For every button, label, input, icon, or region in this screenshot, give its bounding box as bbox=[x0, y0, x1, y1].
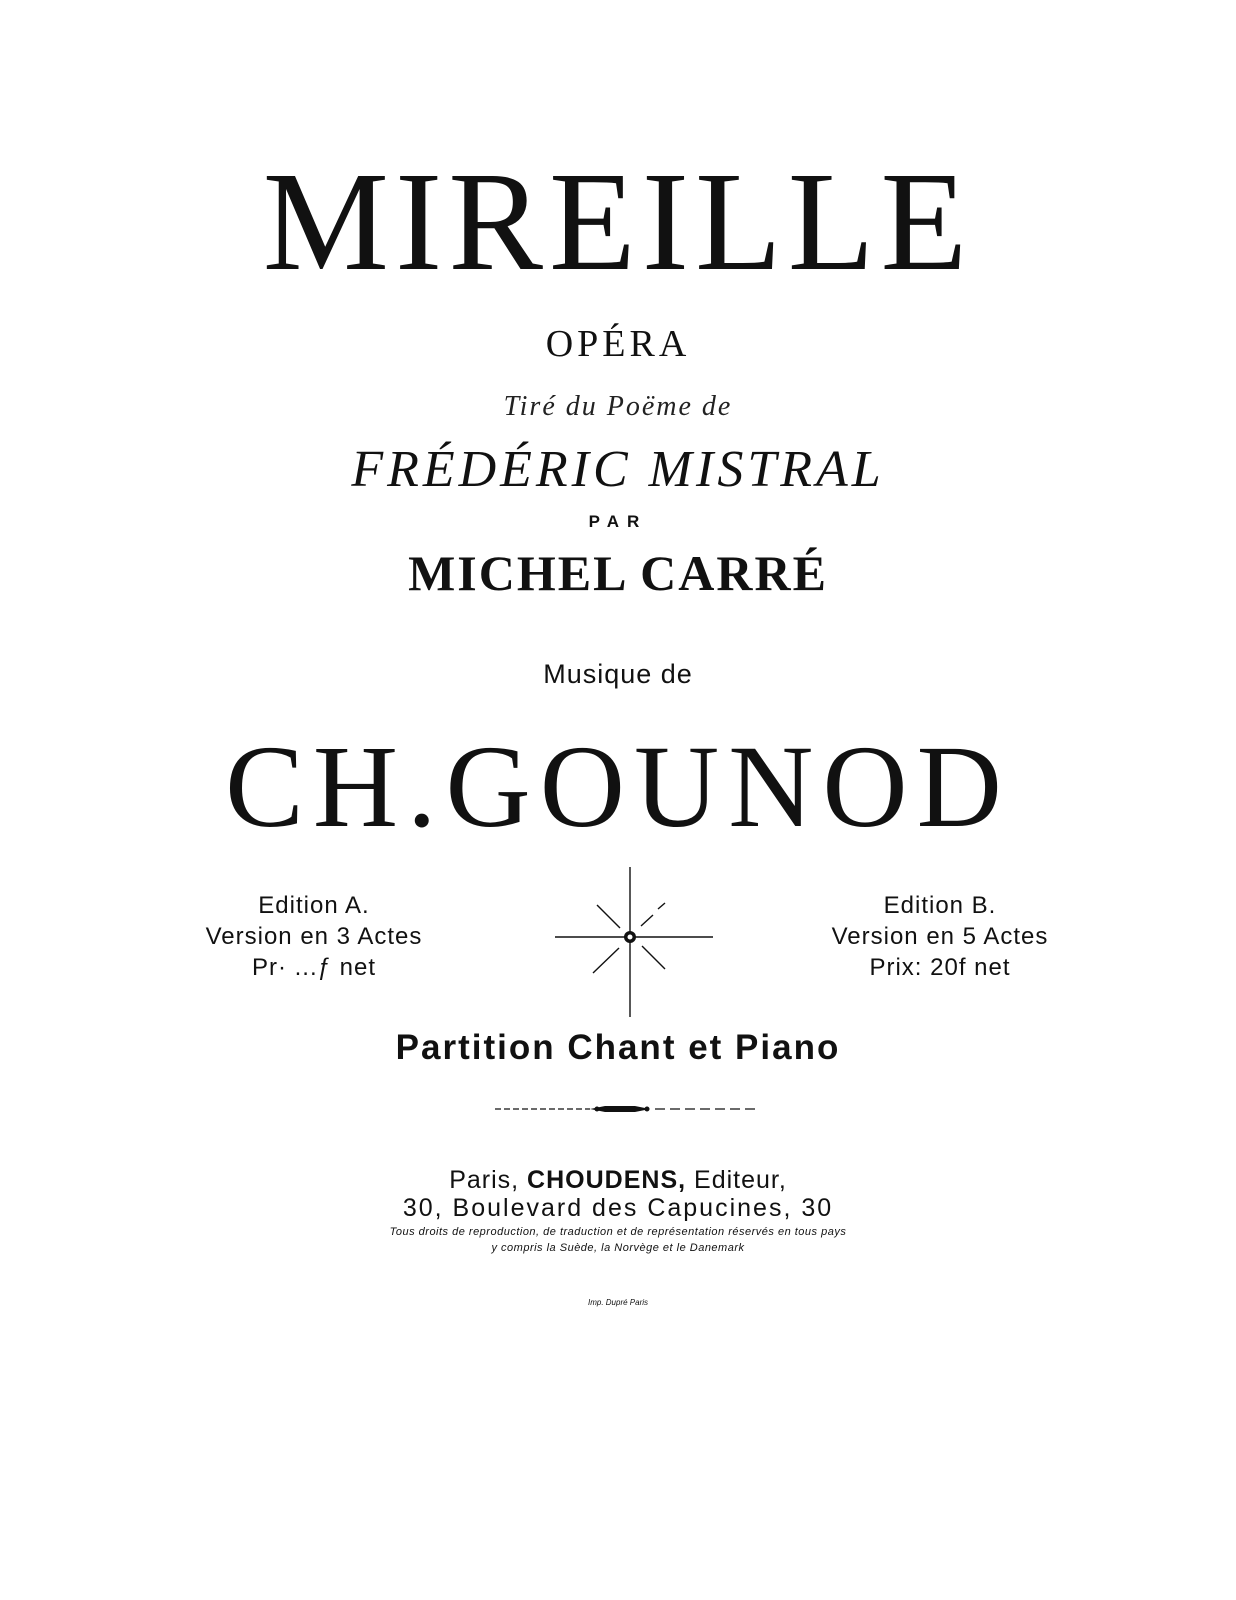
poet-name: FRÉDÉRIC MISTRAL bbox=[351, 441, 885, 498]
star-ornament-icon bbox=[555, 862, 715, 1022]
source-line: Tiré du Poëme de bbox=[503, 391, 733, 422]
divider-ornament bbox=[495, 1100, 760, 1118]
publisher-line bbox=[0, 1168, 1236, 1193]
librettist-name: MICHEL CARRÉ bbox=[408, 545, 828, 601]
title: MIREILLE bbox=[262, 142, 974, 300]
subtitle: OPÉRA bbox=[545, 323, 691, 365]
composer-name: CH.GOUNOD bbox=[225, 721, 1011, 852]
printer-credit: Imp. Dupré Paris bbox=[587, 1298, 649, 1307]
publisher-role: Editeur, bbox=[694, 1166, 787, 1194]
par-label: PAR bbox=[588, 512, 648, 531]
rights-notice-line2: y compris la Suède, la Norvège et le Danemark bbox=[491, 1242, 745, 1254]
publisher-name: CHOUDENS, bbox=[527, 1166, 687, 1194]
edition-a-price: Pr· ...ƒ net bbox=[251, 954, 377, 981]
edition-a bbox=[144, 890, 484, 983]
edition-b-label: Edition B. bbox=[883, 892, 997, 919]
music-by-label: Musique de bbox=[543, 659, 693, 689]
rights-notice-line1: Tous droits de reproduction, de traduction et de représentation réservés en tous pays bbox=[389, 1226, 847, 1238]
edition-b-version: Version en 5 Actes bbox=[831, 923, 1049, 950]
edition-b bbox=[770, 890, 1110, 983]
publisher-address: 30, Boulevard des Capucines, 30 bbox=[402, 1194, 834, 1222]
score-type: Partition Chant et Piano bbox=[395, 1028, 841, 1067]
publisher-city: Paris, bbox=[449, 1166, 520, 1194]
edition-a-version: Version en 3 Actes bbox=[205, 923, 423, 950]
edition-a-label: Edition A. bbox=[258, 892, 370, 919]
edition-b-price: Prix: 20f net bbox=[869, 954, 1011, 981]
